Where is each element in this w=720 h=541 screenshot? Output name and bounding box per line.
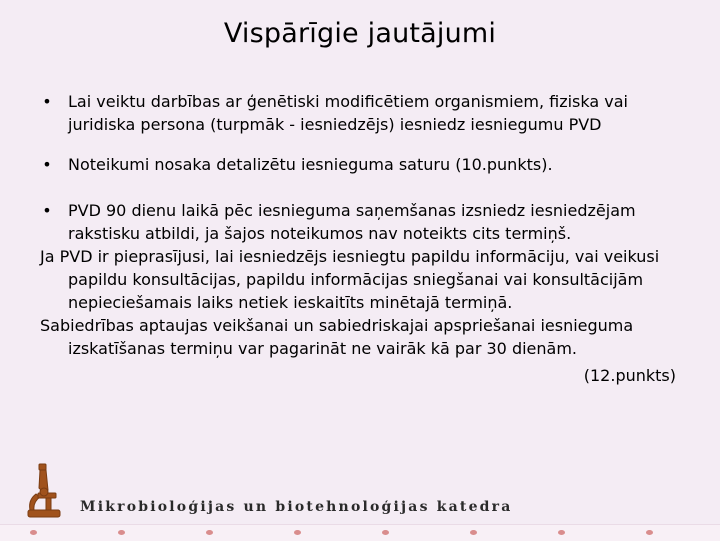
slide-footer (0, 460, 720, 540)
department-name: Mikrobioloģijas un biotehnoloģijas katedra (80, 499, 513, 515)
decorative-dot-icon (206, 530, 213, 535)
bullet-text-3: PVD 90 dienu laikā pēc iesnieguma saņemšanas izsniedz iesniedzējam rakstisku atbildi, ja šajos noteikumos nav noteikts cits termiņš. (68, 201, 636, 243)
footer-strip (0, 524, 720, 541)
decorative-dot-icon (30, 530, 37, 535)
bullet-text-1: Lai veiktu darbības ar ģenētiski modificētiem organismiem, fiziska vai juridiska persona (turpmāk - iesniedzējs) iesniedz iesniegumu PVD (68, 92, 628, 134)
bullet-item-1 (40, 90, 690, 136)
bullet-item-3 (40, 199, 690, 245)
bullet-item-2 (40, 153, 690, 176)
microscope-icon (18, 460, 68, 522)
bullet-glyph: • (42, 155, 52, 174)
bullet-text-2: Noteikumi nosaka detalizētu iesnieguma saturu (10.punkts). (68, 155, 553, 174)
decorative-dot-icon (646, 530, 653, 535)
slide-title: Vispārīgie jautājumi (223, 18, 497, 49)
bullet-glyph: • (42, 201, 52, 220)
slide-body (40, 90, 690, 387)
paragraph-public-consultation: Sabiedrības aptaujas veikšanai un sabiedriskajai apspriešanai iesnieguma izskatīšanas termiņu var pagarināt ne vairāk kā par 30 dienām. (40, 316, 634, 358)
bullet-glyph: • (42, 92, 52, 111)
paragraph-additional-info: Ja PVD ir pieprasījusi, lai iesniedzējs iesniegtu papildu informāciju, vai veikusi papildu konsultācijas, papildu informācijas sniegšanai vai konsultācijām nepieciešamais laiks netiek ieskaitīts minētajā termiņā. (40, 247, 660, 312)
decorative-dot-icon (118, 530, 125, 535)
decorative-dot-icon (294, 530, 301, 535)
decorative-dot-icon (558, 530, 565, 535)
reference-note: (12.punkts) (583, 366, 676, 385)
decorative-dot-icon (382, 530, 389, 535)
decorative-dot-icon (470, 530, 477, 535)
